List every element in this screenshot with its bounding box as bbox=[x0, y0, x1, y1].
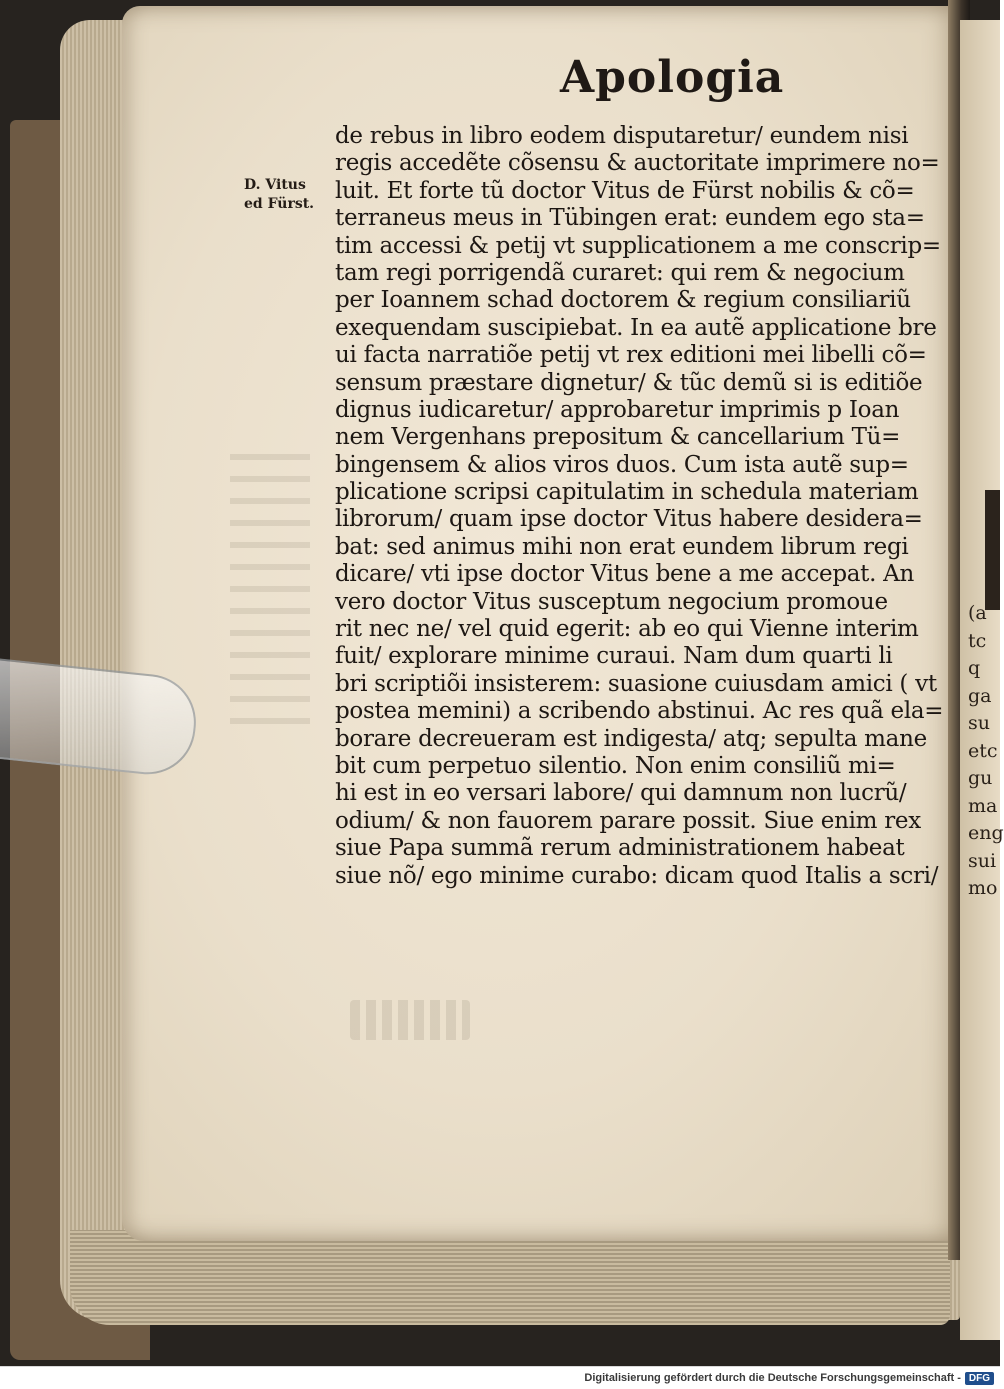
body-text bbox=[335, 123, 944, 890]
page-block-bottom bbox=[70, 1230, 950, 1325]
text-line: per Ioannem schad doctorem & regium consiliariũ bbox=[335, 287, 911, 314]
text-line: dignus iudicaretur/ approbaretur imprimis p Ioan bbox=[335, 396, 900, 423]
text-line: siue nõ/ ego minime curabo: dicam quod Italis a scri/ bbox=[335, 862, 939, 889]
text-line: bri scriptiõi insisterem: suasione cuiusdam amici ( vt bbox=[335, 670, 937, 697]
show-through-signature bbox=[350, 1000, 470, 1040]
text-line: librorum/ quam ipse doctor Vitus habere desidera= bbox=[335, 506, 923, 533]
text-line: borare decreueram est indigesta/ atq; sepulta mane bbox=[335, 725, 927, 752]
running-head: Apologia bbox=[560, 52, 785, 103]
text-line: de rebus in libro eodem disputaretur/ eundem nisi bbox=[335, 123, 909, 149]
text-line: dicare/ vti ipse doctor Vitus bene a me accepat. An bbox=[335, 561, 914, 588]
text-line: plicatione scripsi capitulatim in schedula materiam bbox=[335, 479, 919, 506]
text-line: exequendam suscipiebat. In ea autẽ applicatione bre bbox=[335, 314, 937, 341]
right-fragment-line: mo bbox=[968, 877, 998, 899]
text-line: hi est in eo versari labore/ qui damnum non lucrũ/ bbox=[335, 780, 907, 807]
margin-note bbox=[244, 176, 334, 214]
text-line: rit nec ne/ vel quid egerit: ab eo qui Vienne interim bbox=[335, 616, 919, 643]
text-line: ui facta narratiõe petij vt rex editioni mei libelli cõ= bbox=[335, 342, 927, 369]
text-line: tim accessi & petij vt supplicationem a me conscrip= bbox=[335, 232, 941, 259]
right-fragment-line: q bbox=[968, 657, 981, 679]
right-fragment-line: su bbox=[968, 712, 990, 734]
right-fragment-line: ma bbox=[968, 794, 998, 817]
text-line: tam regi porrigendã curaret: qui rem & negocium bbox=[335, 259, 905, 286]
text-line: bingensem & alios viros duos. Cum ista autẽ sup= bbox=[335, 451, 909, 478]
show-through-text bbox=[230, 450, 310, 740]
funding-credit: Digitalisierung gefördert durch die Deutsche Forschungsgemeinschaft - bbox=[584, 1372, 961, 1384]
text-line: siue Papa summã rerum administrationem habeat bbox=[335, 835, 905, 862]
footer-bar bbox=[0, 1366, 1000, 1389]
text-line: postea memini) a scribendo abstinui. Ac res quã ela= bbox=[335, 698, 944, 725]
right-fragment-line: sui bbox=[968, 849, 997, 872]
text-line: fuit/ explorare minime curaui. Nam dum quarti li bbox=[335, 643, 893, 670]
right-fragment-line: (a bbox=[968, 602, 987, 624]
text-line: vero doctor Vitus susceptum negocium promoue bbox=[335, 588, 888, 615]
text-line: bat: sed animus mihi non erat eundem librum regi bbox=[335, 533, 909, 560]
margin-note-line: D. Vitus bbox=[244, 177, 306, 193]
woodcut-ornament-fragment bbox=[985, 490, 1000, 610]
text-line: odium/ & non fauorem parare possit. Siue enim rex bbox=[335, 807, 921, 834]
dfg-logo: DFG bbox=[965, 1372, 994, 1385]
right-fragment-line: ga bbox=[968, 684, 992, 707]
text-line: luit. Et forte tũ doctor Vitus de Fürst nobilis & cõ= bbox=[335, 177, 915, 204]
right-fragment-line: gu bbox=[968, 767, 993, 789]
right-fragment-line: etc bbox=[968, 739, 998, 762]
right-fragment-line: tc bbox=[968, 629, 987, 652]
text-line: regis accedẽte cõsensu & auctoritate imprimere no= bbox=[335, 150, 940, 177]
text-line: terraneus meus in Tübingen erat: eundem ego sta= bbox=[335, 205, 925, 232]
margin-note-line: ed Fürst. bbox=[244, 196, 315, 212]
right-fragment-line: eng bbox=[968, 822, 1004, 844]
right-page-text-fragment bbox=[968, 600, 1004, 1020]
text-line: bit cum perpetuo silentio. Non enim consiliũ mi= bbox=[335, 752, 896, 779]
text-line: nem Vergenhans prepositum & cancellarium Tü= bbox=[335, 424, 901, 451]
text-line: sensum præstare dignetur/ & tũc demũ si is editiõe bbox=[335, 369, 923, 396]
